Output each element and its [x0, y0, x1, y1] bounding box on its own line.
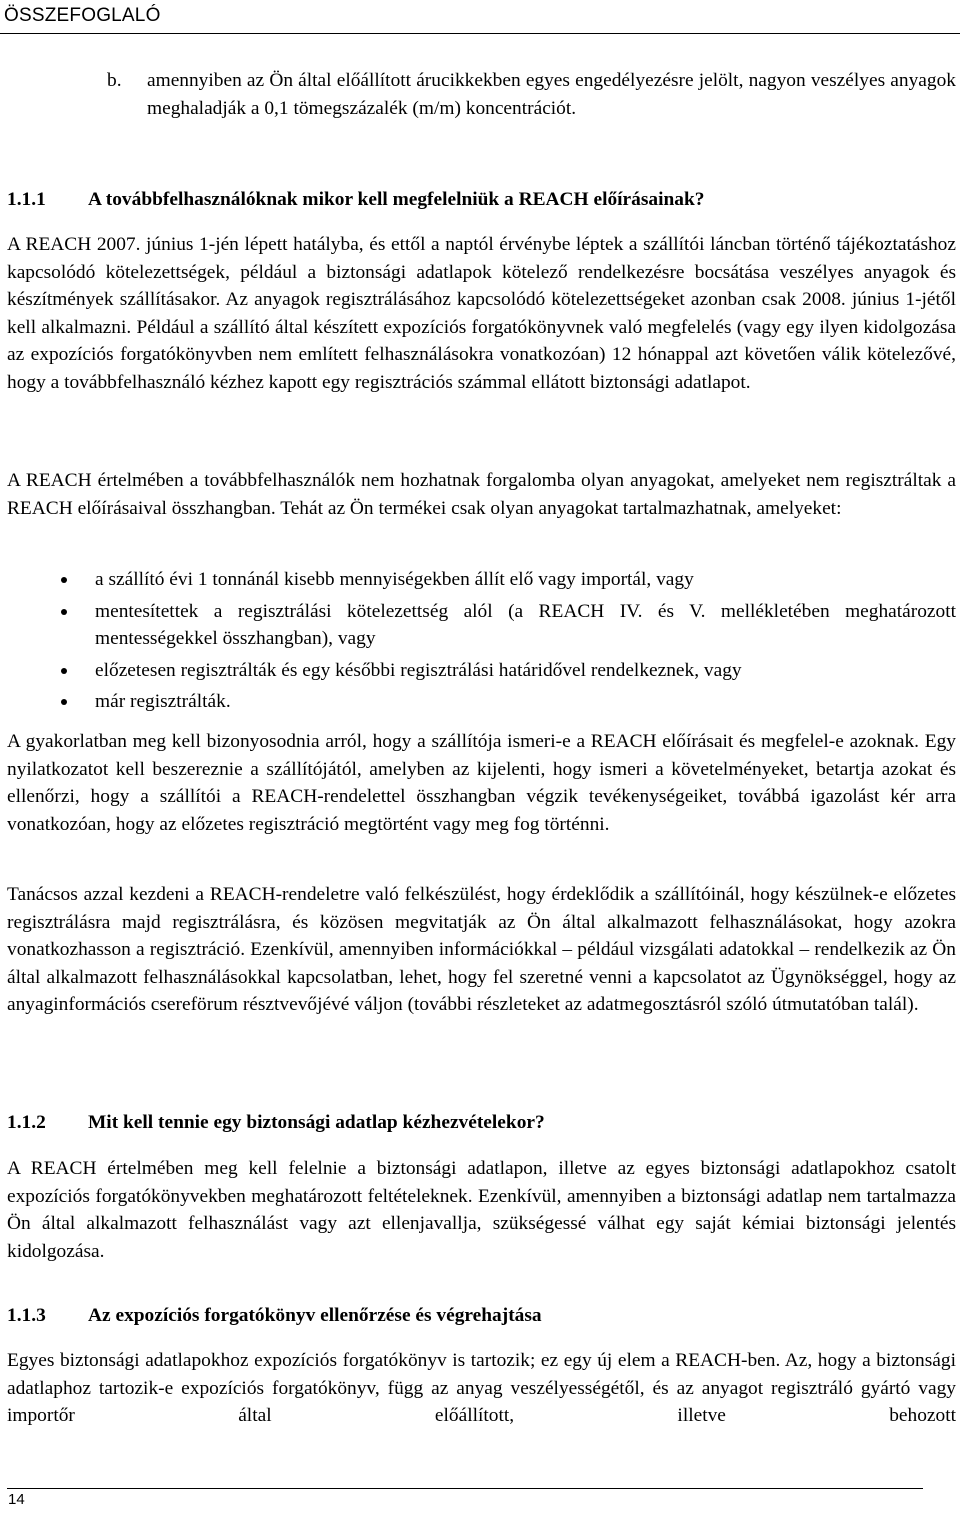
list-item-b — [107, 67, 956, 122]
paragraph: A REACH értelmében meg kell felelnie a biztonsági adatlapon, illetve az egyes biztonsági adatlapokhoz csatolt expozíciós forgatókönyvekben meghatározott feltételeknek. Ezenkívül, amennyiben a biztonsági adatlap nem tartalmazza Ön által alkalmazott felhasználást vagy azt ellenjavallja, szükségessé válhat egy saját kémiai biztonsági jelentés kidolgozása. — [7, 1158, 956, 1262]
bullet-list — [7, 566, 956, 720]
list-item-marker: b. — [107, 70, 122, 91]
list-item-text: előzetesen regisztrálták és egy későbbi regisztrálási határidővel rendelkeznek, vagy — [95, 659, 742, 681]
bullet-icon — [61, 609, 67, 615]
section-number: 1.1.2 — [7, 1112, 46, 1133]
section-number: 1.1.3 — [7, 1305, 46, 1326]
list-item-text: amennyiben az Ön által előállított árucikkekben egyes engedélyezésre jelölt, nagyon veszélyes anyagok meghaladják a 0,1 tömegszázalék (m/m) koncentrációt. — [147, 70, 956, 119]
footer-divider — [7, 1488, 923, 1489]
bullet-icon — [61, 699, 67, 705]
list-item — [7, 657, 956, 685]
page-number: 14 — [8, 1491, 25, 1508]
section-title: A továbbfelhasználóknak mikor kell megfelelniük a REACH előírásainak? — [88, 189, 705, 210]
list-item-text: már regisztrálták. — [95, 691, 231, 712]
header-title: ÖSSZEFOGLALÓ — [4, 5, 161, 26]
list-item — [7, 566, 956, 594]
header-divider — [0, 33, 960, 34]
list-item-text: a szállító évi 1 tonnánál kisebb mennyiségekben állít elő vagy importál, vagy — [95, 569, 694, 590]
list-item — [7, 598, 956, 653]
paragraph: A REACH értelmében a továbbfelhasználók nem hozhatnak forgalomba olyan anyagokat, amelyeket nem regisztráltak a REACH előírásaival összhangban. Tehát az Ön termékei csak olyan anyagokat tartalmazhatnak, amelyeket: — [7, 470, 956, 519]
section-title: Az expozíciós forgatókönyv ellenőrzése és végrehajtása — [88, 1305, 542, 1326]
paragraph: Tanácsos azzal kezdeni a REACH-rendeletre való felkészülést, hogy érdeklődik a szállítóinál, hogy készülnek-e előzetes regisztrálásra majd regisztrálásra, és közösen megvitatják az Ön által alkalmazott felhasználásokat, hogy azokra vonatkozhasson a regisztráció. Ezenkívül, amennyiben információkkal – például vizsgálati adatokkal – rendelkezik az Ön által alkalmazott felhasználásokkal kapcsolatban, lehet, hogy fel szeretné venni a kapcsolatot az Ügynökséggel, hogy az anyaginformációs csereförum résztvevőjévé váljon (további részleteket az adatmegosztásról szóló útmutatóban talál). — [7, 884, 956, 1015]
section-title: Mit kell tennie egy biztonsági adatlap kézhezvételekor? — [88, 1112, 545, 1133]
paragraph: A REACH 2007. június 1-jén lépett hatályba, és ettől a naptól érvénybe léptek a szállítói láncban történő tájékoztatáshoz kapcsolódó kötelezettségek, például a biztonsági adatlapok kötelező rendelkezésre bocsátása veszélyes anyagok és készítmények szállításakor. Az anyagok regisztrálásához kapcsolódó kötelezettségeket azonban csak 2008. június 1-jétől kell alkalmazni. Például a szállító által készített expozíciós forgatókönyvnek való megfelelés (vagy egy ilyen kidolgozása az expozíciós forgatókönyvben nem említett felhasználásokra vonatkozóan) 12 hónappal azt követően válik kötelezővé, hogy a továbbfelhasználó kézhez kapott egy regisztrációs számmal ellátott biztonsági adatlapot. — [7, 234, 956, 393]
paragraph: A gyakorlatban meg kell bizonyosodnia arról, hogy a szállítója ismeri-e a REACH előírásait és megfelel-e azoknak. Egy nyilatkozatot kell beszereznie a szállítójától, amelyben az kijelenti, hogy ismeri a követelményeket, betartja azokat és ellenőrzi, hogy a szállítói a REACH-rendelettel összhangban végzik tevékenységeiket, továbbá igazolást kér arra vonatkozóan, hogy az előzetes regisztráció megtörtént vagy meg fog történni. — [7, 731, 956, 835]
list-item — [7, 688, 956, 716]
bullet-icon — [61, 577, 67, 583]
page-header — [0, 0, 960, 36]
section-number: 1.1.1 — [7, 189, 46, 210]
bullet-icon — [61, 668, 67, 674]
list-item-text: mentesítettek a regisztrálási kötelezettség alól (a REACH IV. és V. mellékletében meghatározott mentességekkel összhangban), vagy — [95, 600, 956, 649]
paragraph: Egyes biztonsági adatlapokhoz expozíciós forgatókönyv is tartozik; ez egy új elem a REACH-ben. Az, hogy a biztonsági adatlaphoz tartozik-e expozíciós forgatókönyv, függ az anyag veszélyességétől, és az anyagot regisztráló gyártó vagy importőr által előállított, illetve behozott — [7, 1350, 956, 1426]
